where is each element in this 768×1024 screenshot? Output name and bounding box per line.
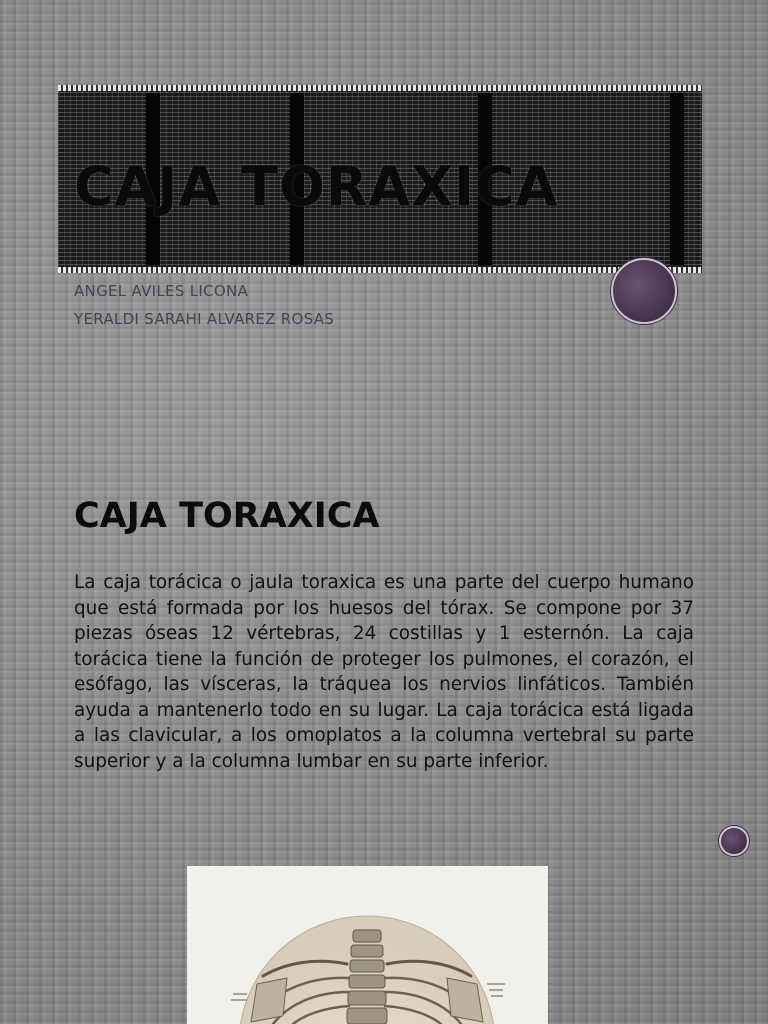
author-name: ANGEL AVILES LICONA xyxy=(74,282,249,300)
banner-top-edge xyxy=(58,85,702,91)
banner-stripe xyxy=(670,93,684,265)
slide-title: CAJA TORAXICA xyxy=(74,155,559,218)
title-banner xyxy=(58,85,702,273)
decorative-orb-icon xyxy=(719,826,749,856)
body-paragraph: La caja torácica o jaula toraxica es una parte del cuerpo humano que está formada por los huesos del tórax. Se compone por 37 piezas óseas 12 vértebras, 24 costillas y 1 esternón. La caja torácica tiene la función de proteger los pulmones, el corazón, el esófago, las vísceras, la tráquea los nervios linfáticos. También ayuda a mantenerlo todo en su lugar. La caja torácica está ligada a las clavicular, a los omoplatos a la columna vertebral su parte superior y a la columna lumbar en su parte inferior. xyxy=(74,572,694,772)
author-list xyxy=(74,281,334,337)
thoracic-cage-illustration xyxy=(187,866,548,1024)
banner-bottom-edge xyxy=(58,267,702,273)
author-name: YERALDI SARAHI ALVAREZ ROSAS xyxy=(74,310,335,328)
decorative-orb-icon xyxy=(611,258,677,324)
section-heading: CAJA TORAXICA xyxy=(74,496,380,536)
